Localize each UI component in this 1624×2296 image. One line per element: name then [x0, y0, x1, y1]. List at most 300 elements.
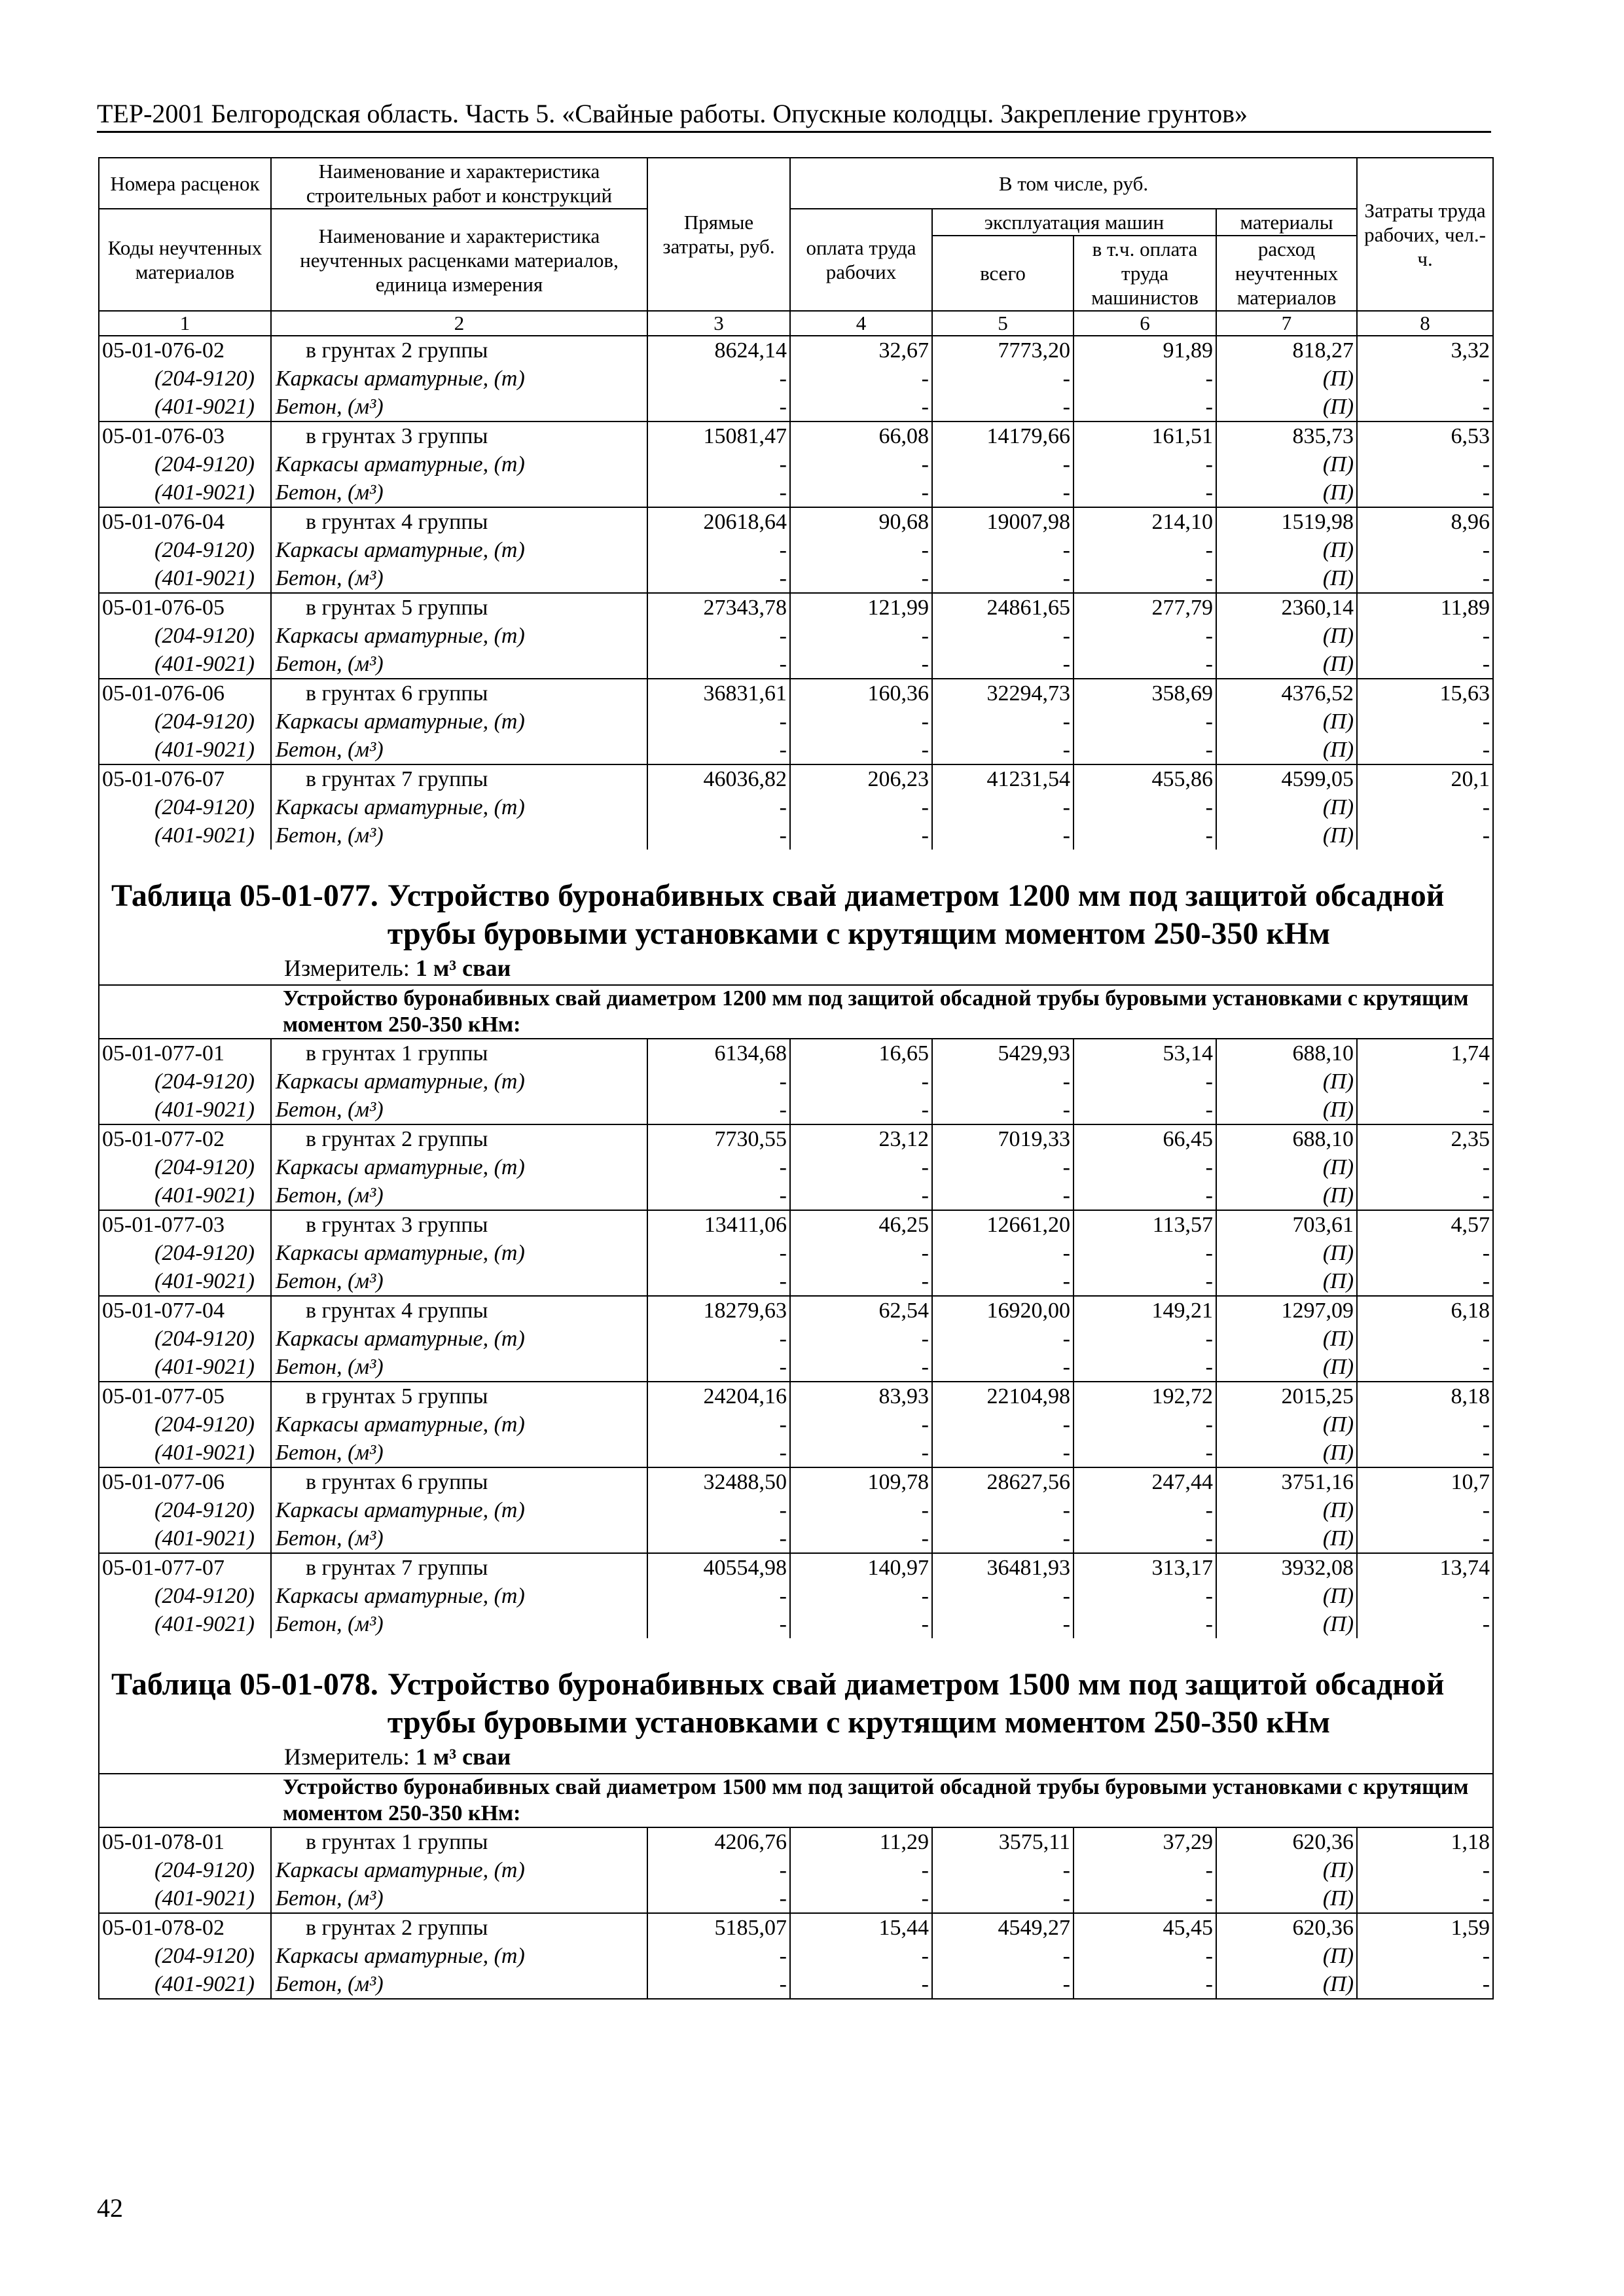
material-unit-mark: (П)	[1216, 1239, 1357, 1267]
dash-value: -	[1074, 736, 1216, 764]
dash-value: -	[790, 1856, 932, 1884]
material-row	[99, 708, 1493, 736]
rate-code: 05-01-078-02	[99, 1913, 271, 1942]
col-direct-costs-header: Прямые затраты, руб.	[647, 158, 790, 311]
direct-costs-value: 27343,78	[647, 593, 790, 622]
machinist-pay-value: 214,10	[1074, 507, 1216, 536]
col-machines-total-header: всего	[932, 236, 1074, 311]
material-cost-value: 3751,16	[1216, 1467, 1357, 1496]
dash-value: -	[932, 450, 1074, 478]
dash-value: -	[790, 622, 932, 650]
direct-costs-value: 7730,55	[647, 1124, 790, 1153]
dash-value: -	[1074, 1239, 1216, 1267]
material-code: (204-9120)	[99, 622, 271, 650]
dash-value: -	[790, 1067, 932, 1096]
material-name: Бетон, (м³)	[271, 736, 647, 764]
table-title-block	[99, 1638, 1493, 1774]
dash-value: -	[647, 1582, 790, 1610]
dash-value: -	[1357, 450, 1493, 478]
labor-hours-value: 11,89	[1357, 593, 1493, 622]
direct-costs-value: 8624,14	[647, 336, 790, 365]
dash-value: -	[647, 1239, 790, 1267]
rate-code: 05-01-076-02	[99, 336, 271, 365]
dash-value: -	[647, 1884, 790, 1913]
table-caption: Устройство буронабивных свай диаметром 1500 мм под защитой обсадной трубы буровыми установками с крутящим моментом 250-350 кНм	[387, 1667, 1445, 1740]
table-title-block	[99, 850, 1493, 985]
dash-value: -	[790, 1239, 932, 1267]
table-row	[99, 1382, 1493, 1410]
direct-costs-value: 5185,07	[647, 1913, 790, 1942]
machinist-pay-value: 277,79	[1074, 593, 1216, 622]
material-name: Каркасы арматурные, (т)	[271, 1942, 647, 1970]
dash-value: -	[1074, 708, 1216, 736]
dash-value: -	[1357, 1067, 1493, 1096]
dash-value: -	[790, 1942, 932, 1970]
dash-value: -	[647, 1410, 790, 1439]
machines-total-value: 32294,73	[932, 679, 1074, 708]
dash-value: -	[790, 478, 932, 507]
rate-code: 05-01-077-05	[99, 1382, 271, 1410]
dash-value: -	[647, 1439, 790, 1467]
material-unit-mark: (П)	[1216, 478, 1357, 507]
machinist-pay-value: 161,51	[1074, 422, 1216, 450]
table-row	[99, 1827, 1493, 1856]
material-code: (204-9120)	[99, 450, 271, 478]
dash-value: -	[647, 793, 790, 821]
dash-value: -	[1357, 736, 1493, 764]
dash-value: -	[647, 564, 790, 593]
labor-hours-value: 2,35	[1357, 1124, 1493, 1153]
material-row	[99, 1353, 1493, 1382]
material-row	[99, 1239, 1493, 1267]
page-number: 42	[97, 2193, 123, 2223]
section-description-spacer	[99, 1774, 271, 1827]
material-row	[99, 1439, 1493, 1467]
material-row	[99, 1410, 1493, 1439]
material-unit-mark: (П)	[1216, 821, 1357, 850]
material-code: (204-9120)	[99, 1410, 271, 1439]
material-row	[99, 1610, 1493, 1638]
work-name: в грунтах 2 группы	[271, 1124, 647, 1153]
machinist-pay-value: 149,21	[1074, 1296, 1216, 1325]
work-name: в грунтах 1 группы	[271, 1827, 647, 1856]
dash-value: -	[647, 708, 790, 736]
worker-pay-value: 83,93	[790, 1382, 932, 1410]
dash-value: -	[790, 1582, 932, 1610]
material-row	[99, 536, 1493, 564]
material-unit-mark: (П)	[1216, 1610, 1357, 1638]
work-name: в грунтах 4 группы	[271, 507, 647, 536]
dash-value: -	[1357, 1582, 1493, 1610]
material-cost-value: 620,36	[1216, 1827, 1357, 1856]
dash-value: -	[932, 821, 1074, 850]
material-name: Каркасы арматурные, (т)	[271, 1239, 647, 1267]
material-code: (204-9120)	[99, 536, 271, 564]
material-row	[99, 793, 1493, 821]
rate-code: 05-01-076-06	[99, 679, 271, 708]
dash-value: -	[1074, 564, 1216, 593]
dash-value: -	[647, 622, 790, 650]
machines-total-value: 7019,33	[932, 1124, 1074, 1153]
material-code: (401-9021)	[99, 1353, 271, 1382]
machinist-pay-value: 91,89	[1074, 336, 1216, 365]
machinist-pay-value: 247,44	[1074, 1467, 1216, 1496]
material-name: Бетон, (м³)	[271, 1096, 647, 1124]
dash-value: -	[1357, 564, 1493, 593]
labor-hours-value: 4,57	[1357, 1210, 1493, 1239]
worker-pay-value: 206,23	[790, 764, 932, 793]
work-name: в грунтах 5 группы	[271, 593, 647, 622]
material-row	[99, 1942, 1493, 1970]
labor-hours-value: 10,7	[1357, 1467, 1493, 1496]
machinist-pay-value: 358,69	[1074, 679, 1216, 708]
dash-value: -	[790, 1353, 932, 1382]
dash-value: -	[932, 708, 1074, 736]
dash-value: -	[1357, 1970, 1493, 1999]
dash-value: -	[1074, 1582, 1216, 1610]
material-unit-mark: (П)	[1216, 1524, 1357, 1553]
dash-value: -	[1357, 1353, 1493, 1382]
rate-code: 05-01-077-06	[99, 1467, 271, 1496]
dash-value: -	[647, 1496, 790, 1524]
header-rule	[97, 131, 1491, 133]
machinist-pay-value: 113,57	[1074, 1210, 1216, 1239]
table-label: Таблица 05-01-077.	[111, 878, 378, 913]
machines-total-value: 36481,93	[932, 1553, 1074, 1582]
dash-value: -	[790, 1267, 932, 1296]
col-material-name-header: Наименование и характеристика неучтенных расценками материалов, единица измерения	[271, 209, 647, 311]
material-code: (401-9021)	[99, 1181, 271, 1210]
dash-value: -	[790, 1410, 932, 1439]
material-code: (204-9120)	[99, 1856, 271, 1884]
material-cost-value: 3932,08	[1216, 1553, 1357, 1582]
machines-total-value: 41231,54	[932, 764, 1074, 793]
dash-value: -	[1357, 1439, 1493, 1467]
rate-code: 05-01-077-03	[99, 1210, 271, 1239]
rate-code: 05-01-076-04	[99, 507, 271, 536]
dash-value: -	[932, 622, 1074, 650]
worker-pay-value: 109,78	[790, 1467, 932, 1496]
dash-value: -	[790, 1181, 932, 1210]
material-row	[99, 1970, 1493, 1999]
work-name: в грунтах 4 группы	[271, 1296, 647, 1325]
col-materials-header: материалы	[1216, 209, 1357, 236]
material-unit-mark: (П)	[1216, 1439, 1357, 1467]
section-description: Устройство буронабивных свай диаметром 1200 мм под защитой обсадной трубы буровыми установками с крутящим моментом 250-350 кНм:	[271, 985, 1493, 1039]
column-number-row	[99, 311, 1493, 336]
column-number: 6	[1074, 311, 1216, 336]
worker-pay-value: 11,29	[790, 1827, 932, 1856]
col-group-header: В том числе, руб.	[790, 158, 1357, 209]
material-row	[99, 393, 1493, 422]
material-row	[99, 650, 1493, 679]
direct-costs-value: 36831,61	[647, 679, 790, 708]
column-number: 3	[647, 311, 790, 336]
dash-value: -	[1074, 1524, 1216, 1553]
material-unit-mark: (П)	[1216, 1096, 1357, 1124]
dash-value: -	[1074, 365, 1216, 393]
dash-value: -	[932, 1325, 1074, 1353]
material-code: (204-9120)	[99, 1942, 271, 1970]
table-heading	[99, 850, 1492, 953]
dash-value: -	[1357, 1267, 1493, 1296]
measure-value: 1 м³ сваи	[415, 1744, 511, 1770]
material-row	[99, 1856, 1493, 1884]
material-unit-mark: (П)	[1216, 1410, 1357, 1439]
material-cost-value: 688,10	[1216, 1124, 1357, 1153]
work-name: в грунтах 6 группы	[271, 679, 647, 708]
col-work-name-header: Наименование и характеристика строительных работ и конструкций	[271, 158, 647, 209]
worker-pay-value: 160,36	[790, 679, 932, 708]
table-row	[99, 593, 1493, 622]
material-unit-mark: (П)	[1216, 1353, 1357, 1382]
dash-value: -	[932, 1856, 1074, 1884]
labor-hours-value: 6,18	[1357, 1296, 1493, 1325]
material-unit-mark: (П)	[1216, 1970, 1357, 1999]
dash-value: -	[1357, 536, 1493, 564]
table-row	[99, 1124, 1493, 1153]
material-row	[99, 1524, 1493, 1553]
dash-value: -	[1357, 708, 1493, 736]
work-name: в грунтах 3 группы	[271, 1210, 647, 1239]
dash-value: -	[790, 736, 932, 764]
material-row	[99, 1067, 1493, 1096]
dash-value: -	[647, 450, 790, 478]
work-name: в грунтах 2 группы	[271, 336, 647, 365]
rate-code: 05-01-077-02	[99, 1124, 271, 1153]
dash-value: -	[1357, 1942, 1493, 1970]
dash-value: -	[647, 1181, 790, 1210]
material-name: Каркасы арматурные, (т)	[271, 365, 647, 393]
material-unit-mark: (П)	[1216, 1942, 1357, 1970]
labor-hours-value: 15,63	[1357, 679, 1493, 708]
material-cost-value: 835,73	[1216, 422, 1357, 450]
dash-value: -	[1074, 1856, 1216, 1884]
table-row	[99, 1296, 1493, 1325]
labor-hours-value: 8,96	[1357, 507, 1493, 536]
rate-code: 05-01-077-07	[99, 1553, 271, 1582]
material-row	[99, 736, 1493, 764]
material-code: (204-9120)	[99, 1496, 271, 1524]
material-row	[99, 1325, 1493, 1353]
material-code: (401-9021)	[99, 1524, 271, 1553]
dash-value: -	[932, 736, 1074, 764]
machines-total-value: 19007,98	[932, 507, 1074, 536]
section-description: Устройство буронабивных свай диаметром 1500 мм под защитой обсадной трубы буровыми установками с крутящим моментом 250-350 кНм:	[271, 1774, 1493, 1827]
dash-value: -	[932, 650, 1074, 679]
material-unit-mark: (П)	[1216, 650, 1357, 679]
material-unit-mark: (П)	[1216, 1181, 1357, 1210]
material-row	[99, 622, 1493, 650]
dash-value: -	[790, 564, 932, 593]
material-name: Каркасы арматурные, (т)	[271, 1067, 647, 1096]
table-row	[99, 507, 1493, 536]
dash-value: -	[932, 1970, 1074, 1999]
dash-value: -	[1074, 1153, 1216, 1181]
material-name: Каркасы арматурные, (т)	[271, 1153, 647, 1181]
dash-value: -	[932, 536, 1074, 564]
labor-hours-value: 1,18	[1357, 1827, 1493, 1856]
material-name: Бетон, (м³)	[271, 1970, 647, 1999]
rate-code: 05-01-076-07	[99, 764, 271, 793]
material-name: Бетон, (м³)	[271, 1267, 647, 1296]
worker-pay-value: 66,08	[790, 422, 932, 450]
machines-total-value: 24861,65	[932, 593, 1074, 622]
work-name: в грунтах 7 группы	[271, 1553, 647, 1582]
dash-value: -	[647, 1067, 790, 1096]
material-row	[99, 478, 1493, 507]
dash-value: -	[1074, 793, 1216, 821]
col-material-use-header: расход неучтенных материалов	[1216, 236, 1357, 311]
dash-value: -	[790, 1524, 932, 1553]
section-description-row	[99, 985, 1493, 1039]
machinist-pay-value: 313,17	[1074, 1553, 1216, 1582]
table-row	[99, 1913, 1493, 1942]
dash-value: -	[1357, 393, 1493, 422]
dash-value: -	[1074, 1942, 1216, 1970]
material-row	[99, 564, 1493, 593]
machines-total-value: 5429,93	[932, 1039, 1074, 1067]
material-unit-mark: (П)	[1216, 450, 1357, 478]
dash-value: -	[932, 1582, 1074, 1610]
dash-value: -	[647, 1970, 790, 1999]
worker-pay-value: 90,68	[790, 507, 932, 536]
dash-value: -	[1074, 650, 1216, 679]
table-row	[99, 1553, 1493, 1582]
col-material-codes-header: Коды неучтенных материалов	[99, 209, 271, 311]
machines-total-value: 4549,27	[932, 1913, 1074, 1942]
dash-value: -	[790, 650, 932, 679]
dash-value: -	[1357, 622, 1493, 650]
material-name: Каркасы арматурные, (т)	[271, 536, 647, 564]
work-name: в грунтах 1 группы	[271, 1039, 647, 1067]
machinist-pay-value: 66,45	[1074, 1124, 1216, 1153]
work-name: в грунтах 3 группы	[271, 422, 647, 450]
material-code: (401-9021)	[99, 821, 271, 850]
table-row	[99, 764, 1493, 793]
dash-value: -	[790, 1096, 932, 1124]
material-name: Бетон, (м³)	[271, 478, 647, 507]
material-unit-mark: (П)	[1216, 1884, 1357, 1913]
dash-value: -	[1074, 1067, 1216, 1096]
col-machines-header: эксплуатация машин	[932, 209, 1216, 236]
material-name: Бетон, (м³)	[271, 1610, 647, 1638]
material-code: (401-9021)	[99, 1610, 271, 1638]
material-name: Бетон, (м³)	[271, 1353, 647, 1382]
worker-pay-value: 62,54	[790, 1296, 932, 1325]
table-row	[99, 1039, 1493, 1067]
col-machinist-pay-header: в т.ч. оплата труда машинистов	[1074, 236, 1216, 311]
direct-costs-value: 24204,16	[647, 1382, 790, 1410]
machinist-pay-value: 455,86	[1074, 764, 1216, 793]
table-label: Таблица 05-01-078.	[111, 1667, 378, 1702]
dash-value: -	[932, 1884, 1074, 1913]
dash-value: -	[1074, 536, 1216, 564]
dash-value: -	[1074, 1439, 1216, 1467]
material-cost-value: 703,61	[1216, 1210, 1357, 1239]
material-unit-mark: (П)	[1216, 1067, 1357, 1096]
dash-value: -	[1357, 1153, 1493, 1181]
measure-prefix: Измеритель:	[284, 1744, 410, 1770]
dash-value: -	[932, 1353, 1074, 1382]
direct-costs-value: 40554,98	[647, 1553, 790, 1582]
dash-value: -	[1074, 1410, 1216, 1439]
col-rate-numbers-header: Номера расценок	[99, 158, 271, 209]
running-title: ТЕР-2001 Белгородская область. Часть 5. «Свайные работы. Опускные колодцы. Закрепление грунтов»	[97, 99, 1248, 128]
machinist-pay-value: 192,72	[1074, 1382, 1216, 1410]
work-name: в грунтах 7 группы	[271, 764, 647, 793]
rate-code: 05-01-076-03	[99, 422, 271, 450]
dash-value: -	[932, 1410, 1074, 1439]
section-description-spacer	[99, 985, 271, 1039]
material-code: (204-9120)	[99, 1239, 271, 1267]
dash-value: -	[647, 536, 790, 564]
dash-value: -	[932, 1181, 1074, 1210]
table-title-cell	[99, 850, 1493, 985]
material-code: (204-9120)	[99, 708, 271, 736]
material-name: Бетон, (м³)	[271, 821, 647, 850]
material-code: (401-9021)	[99, 478, 271, 507]
material-code: (401-9021)	[99, 393, 271, 422]
material-row	[99, 1096, 1493, 1124]
dash-value: -	[1357, 1410, 1493, 1439]
worker-pay-value: 121,99	[790, 593, 932, 622]
unit-of-measure	[99, 953, 1492, 984]
machines-total-value: 3575,11	[932, 1827, 1074, 1856]
dash-value: -	[932, 393, 1074, 422]
material-unit-mark: (П)	[1216, 708, 1357, 736]
dash-value: -	[932, 1067, 1074, 1096]
dash-value: -	[1074, 821, 1216, 850]
column-number: 1	[99, 311, 271, 336]
dash-value: -	[932, 478, 1074, 507]
material-row	[99, 1582, 1493, 1610]
machines-total-value: 22104,98	[932, 1382, 1074, 1410]
dash-value: -	[932, 793, 1074, 821]
work-name: в грунтах 6 группы	[271, 1467, 647, 1496]
material-unit-mark: (П)	[1216, 564, 1357, 593]
material-name: Каркасы арматурные, (т)	[271, 1582, 647, 1610]
material-row	[99, 1496, 1493, 1524]
direct-costs-value: 13411,06	[647, 1210, 790, 1239]
rate-code: 05-01-078-01	[99, 1827, 271, 1856]
material-row	[99, 821, 1493, 850]
material-cost-value: 2360,14	[1216, 593, 1357, 622]
dash-value: -	[1357, 1181, 1493, 1210]
dash-value: -	[790, 708, 932, 736]
dash-value: -	[1074, 1325, 1216, 1353]
material-cost-value: 2015,25	[1216, 1382, 1357, 1410]
dash-value: -	[647, 478, 790, 507]
dash-value: -	[790, 793, 932, 821]
table-caption: Устройство буронабивных свай диаметром 1200 мм под защитой обсадной трубы буровыми установками с крутящим моментом 250-350 кНм	[387, 878, 1445, 951]
labor-hours-value: 6,53	[1357, 422, 1493, 450]
measure-prefix: Измеритель:	[284, 955, 410, 981]
material-cost-value: 818,27	[1216, 336, 1357, 365]
table-row	[99, 336, 1493, 365]
dash-value: -	[647, 365, 790, 393]
dash-value: -	[1074, 1610, 1216, 1638]
material-name: Бетон, (м³)	[271, 564, 647, 593]
dash-value: -	[932, 1153, 1074, 1181]
machines-total-value: 16920,00	[932, 1296, 1074, 1325]
material-name: Каркасы арматурные, (т)	[271, 1410, 647, 1439]
rate-code: 05-01-077-01	[99, 1039, 271, 1067]
dash-value: -	[1357, 793, 1493, 821]
material-code: (401-9021)	[99, 564, 271, 593]
material-cost-value: 1519,98	[1216, 507, 1357, 536]
material-code: (204-9120)	[99, 1067, 271, 1096]
